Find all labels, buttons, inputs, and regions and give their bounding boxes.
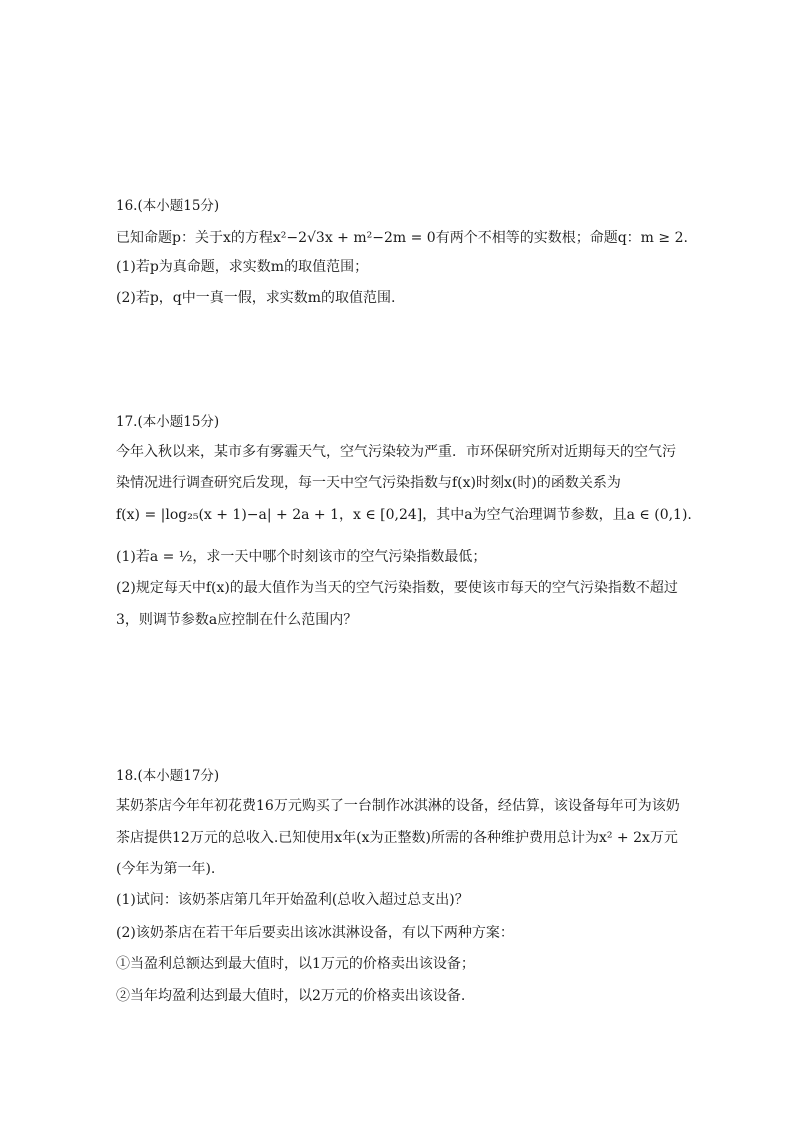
problem-text-line: ①当盈利总额达到最大值时，以1万元的价格卖出该设备； (116, 956, 475, 972)
problem-text-line: f(x) = |log₂₅(x + 1)−a| + 2a + 1，x ∈ [0,24]，其中a为空气治理调节参数，且a ∈ (0,1). (116, 507, 692, 523)
problem-text-line: 某奶茶店今年年初花费16万元购买了一台制作冰淇淋的设备，经估算，该设备每年可为该奶 (116, 798, 680, 814)
problem-text-line: 3，则调节参数a应控制在什么范围内？ (116, 612, 358, 628)
problem-text-line: (2)若p，q中一真一假，求实数m的取值范围. (116, 290, 396, 306)
problem-header: 16.(本小题15分) (116, 198, 220, 214)
problem-text-line: 茶店提供12万元的总收入.已知使用x年(x为正整数)所需的各种维护费用总计为x² + 2x万元 (116, 830, 678, 846)
problem-text-line: (今年为第一年). (116, 861, 216, 877)
problem-header: 18.(本小题17分) (116, 768, 220, 784)
problem-text-line: 已知命题p：关于x的方程x²−2√3x + m²−2m = 0有两个不相等的实数根；命题q：m ≥ 2. (116, 230, 688, 246)
problem-text-line: (1)试问：该奶茶店第几年开始盈利(总收入超过总支出)？ (116, 892, 469, 908)
problem-text-line: 染情况进行调查研究后发现，每一天中空气污染指数与f(x)时刻x(时)的函数关系为 (116, 475, 621, 491)
problem-header: 17.(本小题15分) (116, 414, 220, 430)
problem-text-line: (2)规定每天中f(x)的最大值作为当天的空气污染指数，要使该市每天的空气污染指数不超过 (116, 580, 678, 596)
problem-text-line: (1)若a = ½，求一天中哪个时刻该市的空气污染指数最低； (116, 549, 487, 565)
problem-text-line: ②当年均盈利达到最大值时，以2万元的价格卖出该设备. (116, 988, 466, 1004)
problem-text-line: (2)该奶茶店在若干年后要卖出该冰淇淋设备，有以下两种方案： (116, 925, 514, 941)
problem-text-line: (1)若p为真命题，求实数m的取值范围； (116, 259, 369, 275)
problem-text-line: 今年入秋以来，某市多有雾霾天气，空气污染较为严重．市环保研究所对近期每天的空气污 (116, 444, 676, 460)
